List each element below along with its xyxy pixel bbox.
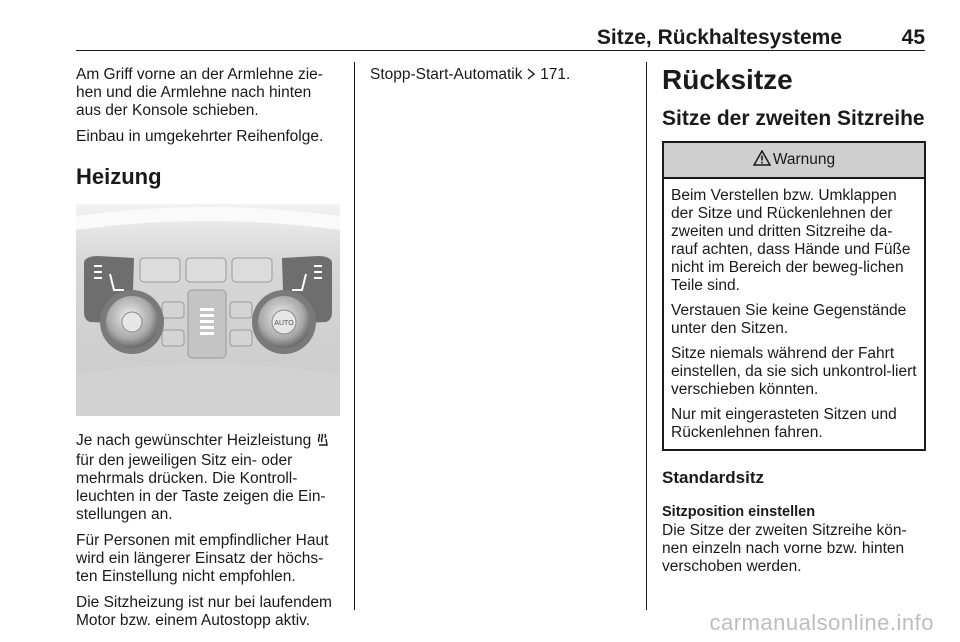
heating-panel-figure <box>76 204 340 416</box>
warning-paragraph-2: Verstauen Sie keine Gegenstände unter den Sitzen. <box>671 302 907 337</box>
paragraph-engine-running: Die Sitzheizung ist nur bei laufendem Motor bzw. einem Autostopp aktiv. <box>76 594 332 629</box>
page-header-title: Sitze, Rückhaltesysteme <box>596 26 842 49</box>
warning-paragraph-1: Beim Verstellen bzw. Umklappen der Sitze und Rückenlehnen der zweiten und dritten Sitzreihe da-rauf achten, dass Hände und Füße nicht im Bereich der beweg-lichen Teile sind. <box>671 187 911 294</box>
column-3 <box>662 66 926 584</box>
heading-second-row: Sitze der zweiten Sitzreihe <box>662 107 925 130</box>
paragraph-heat-level: Je nach gewünschter Heizleistung für den jeweiligen Sitz ein- oder mehrmals drücken. Die Kontroll-leuchten in der Taste zeigen die Ein-stellungen an. <box>76 432 340 524</box>
header-rule <box>76 50 925 51</box>
paragraph-stop-start: Stopp-Start-Automatik 171. <box>370 66 571 83</box>
heading-heizung: Heizung <box>76 164 162 189</box>
paragraph-reinstall: Einbau in umgekehrter Reihenfolge. <box>76 128 324 145</box>
warning-box <box>662 141 926 451</box>
warning-title: Warnung <box>772 151 836 168</box>
column-2 <box>370 66 632 93</box>
heading-sitzposition: Sitzposition einstellen <box>662 504 816 520</box>
paragraph-seat-adjust: Die Sitze der zweiten Sitzreihe kön-nen einzeln nach vorne bzw. hinten verschoben werden. <box>662 522 907 575</box>
seat-heat-icon <box>316 433 330 452</box>
warning-triangle-icon <box>753 150 771 171</box>
column-divider-1 <box>354 62 355 610</box>
page-reference-arrow-icon <box>527 67 536 85</box>
column-divider-2 <box>646 62 647 610</box>
paragraph-sensitive-skin: Für Personen mit empfindlicher Haut wird ein längerer Einsatz der höchs-ten Einstellung nicht empfohlen. <box>76 532 329 585</box>
column-1 <box>76 66 340 638</box>
warning-paragraph-4: Nur mit eingerasteten Sitzen und Rückenlehnen fahren. <box>671 406 897 441</box>
page-number: 45 <box>901 26 925 49</box>
heading-ruecksitze: Rücksitze <box>662 64 793 95</box>
warning-header <box>664 143 924 179</box>
heading-standardsitz: Standardsitz <box>662 468 765 487</box>
paragraph-armrest: Am Griff vorne an der Armlehne zie-hen und die Armlehne nach hinten aus der Konsole schieben. <box>76 66 323 119</box>
knob-auto-label: AUTO <box>274 320 294 327</box>
warning-paragraph-3: Sitze niemals während der Fahrt einstellen, da sie sich unkontrol-liert verschieben könnten. <box>671 345 917 398</box>
watermark: carmanualsonline.info <box>709 610 934 635</box>
